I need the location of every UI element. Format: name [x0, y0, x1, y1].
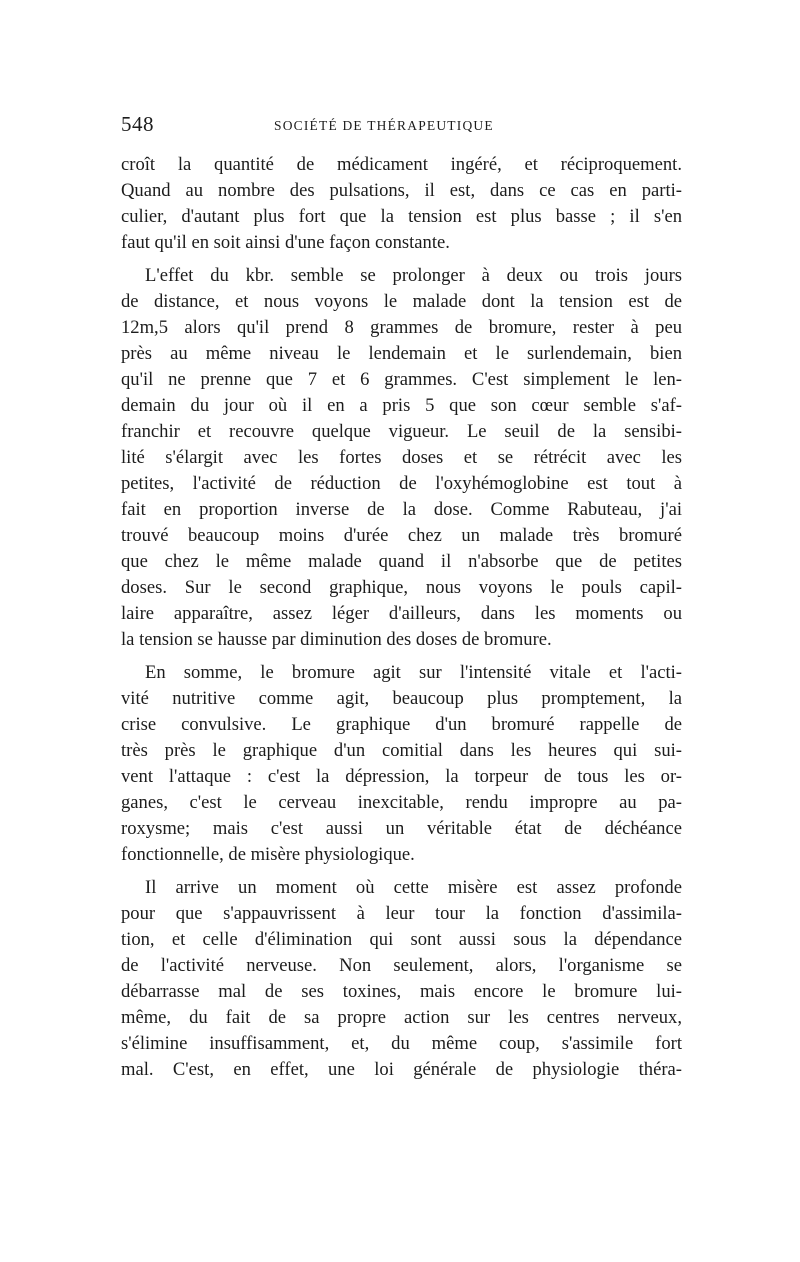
- paragraph: [121, 263, 682, 653]
- text-line: s'élimine insuffisamment, et, du même coup, s'assimile fort: [121, 1033, 682, 1054]
- text-line: roxysme; mais c'est aussi un véritable état de déchéance: [121, 818, 682, 839]
- text-line: qu'il ne prenne que 7 et 6 grammes. C'est simplement le len-: [121, 369, 682, 390]
- body-text: [121, 152, 682, 1083]
- paragraph: [121, 152, 682, 256]
- text-line: vité nutritive comme agit, beaucoup plus promptement, la: [121, 688, 682, 709]
- text-line: laire apparaître, assez léger d'ailleurs, dans les moments ou: [121, 603, 682, 624]
- text-line: En somme, le bromure agit sur l'intensité vitale et l'acti-: [145, 662, 682, 683]
- text-line: franchir et recouvre quelque vigueur. Le seuil de la sensibi-: [121, 421, 682, 442]
- paragraph-gap: [121, 256, 682, 263]
- text-line: vent l'attaque : c'est la dépression, la torpeur de tous les or-: [121, 766, 682, 787]
- paragraph: [121, 875, 682, 1083]
- running-head: SOCIÉTÉ DE THÉRAPEUTIQUE: [274, 118, 494, 133]
- text-line: pour que s'appauvrissent à leur tour la fonction d'assimila-: [121, 903, 682, 924]
- paragraph-gap: [121, 653, 682, 660]
- text-line: très près le graphique d'un comitial dans les heures qui sui-: [121, 740, 682, 761]
- text-line: débarrasse mal de ses toxines, mais encore le bromure lui-: [121, 981, 682, 1002]
- text-line: lité s'élargit avec les fortes doses et se rétrécit avec les: [121, 447, 682, 468]
- text-line: près au même niveau le lendemain et le surlendemain, bien: [121, 343, 682, 364]
- text-line: mal. C'est, en effet, une loi générale de physiologie théra-: [121, 1059, 682, 1080]
- text-line: fait en proportion inverse de la dose. Comme Rabuteau, j'ai: [121, 499, 682, 520]
- text-line: culier, d'autant plus fort que la tension est plus basse ; il s'en: [121, 206, 682, 227]
- text-line: ganes, c'est le cerveau inexcitable, rendu impropre au pa-: [121, 792, 682, 813]
- text-line: 12m,5 alors qu'il prend 8 grammes de bromure, rester à peu: [121, 317, 682, 338]
- text-line: tion, et celle d'élimination qui sont aussi sous la dépendance: [121, 929, 682, 950]
- text-line: trouvé beaucoup moins d'urée chez un malade très bromuré: [121, 525, 682, 546]
- text-line: croît la quantité de médicament ingéré, et réciproquement.: [121, 154, 682, 175]
- text-line: doses. Sur le second graphique, nous voyons le pouls capil-: [121, 577, 682, 598]
- text-line: la tension se hausse par diminution des doses de bromure.: [121, 629, 552, 650]
- paragraph-gap: [121, 868, 682, 875]
- text-line: de l'activité nerveuse. Non seulement, alors, l'organisme se: [121, 955, 682, 976]
- paragraph: [121, 660, 682, 868]
- text-line: demain du jour où il en a pris 5 que son cœur semble s'af-: [121, 395, 682, 416]
- page-header: [121, 112, 681, 142]
- text-line: petites, l'activité de réduction de l'oxyhémoglobine est tout à: [121, 473, 682, 494]
- text-line: que chez le même malade quand il n'absorbe que de petites: [121, 551, 682, 572]
- text-line: Quand au nombre des pulsations, il est, dans ce cas en parti-: [121, 180, 682, 201]
- text-line: fonctionnelle, de misère physiologique.: [121, 844, 415, 865]
- text-line: Il arrive un moment où cette misère est assez profonde: [145, 877, 682, 898]
- page-number: 548: [121, 112, 154, 136]
- text-line: L'effet du kbr. semble se prolonger à deux ou trois jours: [145, 265, 682, 286]
- text-line: faut qu'il en soit ainsi d'une façon constante.: [121, 232, 450, 253]
- text-line: de distance, et nous voyons le malade dont la tension est de: [121, 291, 682, 312]
- text-line: même, du fait de sa propre action sur les centres nerveux,: [121, 1007, 682, 1028]
- text-line: crise convulsive. Le graphique d'un bromuré rappelle de: [121, 714, 682, 735]
